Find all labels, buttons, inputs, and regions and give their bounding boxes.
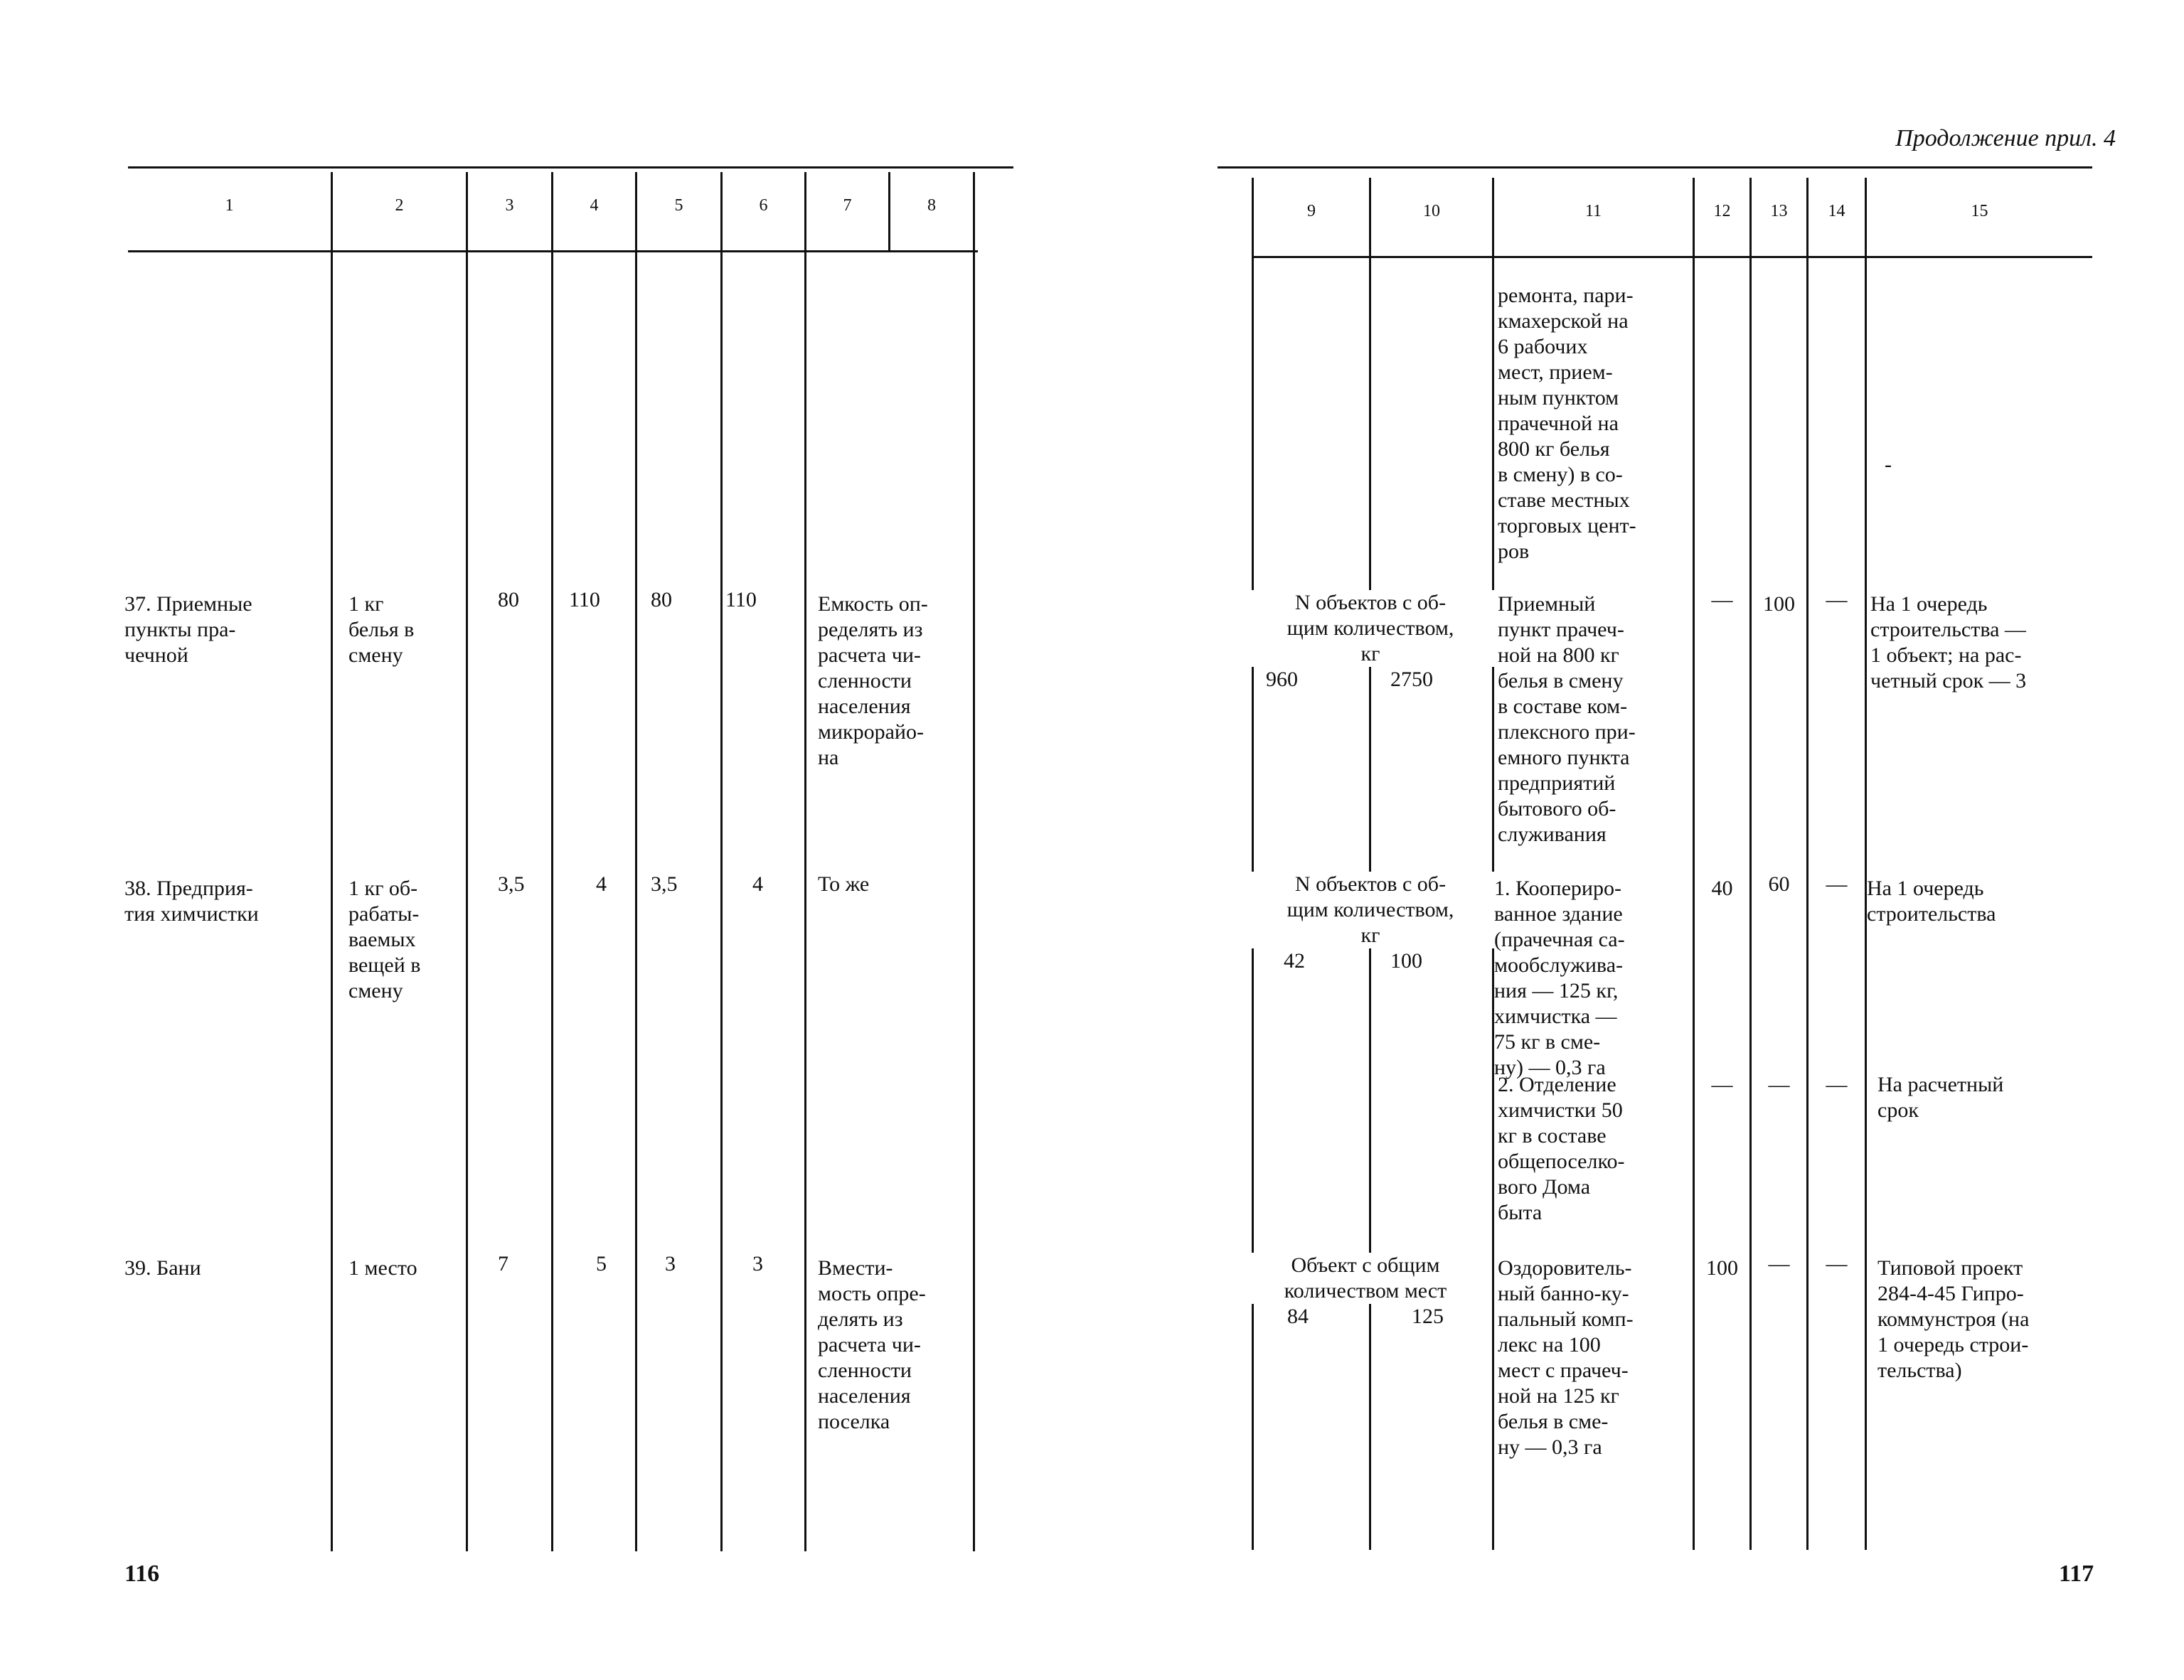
- left-header-col6: 6: [759, 196, 768, 215]
- left-col-divider: [804, 172, 806, 1551]
- row37-name: 37. Приемные пункты пра- чечной: [124, 592, 252, 667]
- right-col-divider: [1252, 178, 1254, 1550]
- row38-c11b: 2. Отделение химчистки 50 кг в составе общепоселко- вого Дома быта: [1498, 1073, 1625, 1224]
- left-header-col8: 8: [927, 196, 936, 215]
- row39-c10: 125: [1412, 1305, 1444, 1328]
- right-header-col9: 9: [1307, 202, 1316, 220]
- row37-c5: 80: [651, 588, 672, 611]
- row38-c11a: 1. Коопериро- ванное здание (прачечная са- мообслужива- ния — 125 кг, химчистка — 75 кг в сме- ну) — 0,3 га: [1494, 877, 1625, 1079]
- continuation-caption: Продолжение прил. 4: [1895, 125, 2116, 151]
- row39-c7: Вмести- мость опре- делять из расчета чи- сленности населения поселка: [818, 1256, 926, 1433]
- page-number-left: 116: [124, 1561, 160, 1587]
- row37-c3: 80: [498, 588, 519, 611]
- row37-c15: На 1 очередь строительства — 1 объект; на рас- четный срок — 3: [1870, 592, 2027, 692]
- row38-c15b: На расчетный срок: [1877, 1073, 2004, 1122]
- row37-c6: 110: [725, 588, 757, 611]
- right-top-rule: [1218, 166, 2092, 168]
- row38-c7: То же: [818, 872, 870, 896]
- left-col-divider: [331, 172, 333, 1551]
- continued-note: -: [1885, 453, 1892, 476]
- row38-unit: 1 кг об- рабаты- ваемых вещей в смену: [348, 877, 421, 1002]
- row38-c13a: 60: [1768, 872, 1790, 896]
- right-col-divider: [1865, 178, 1867, 1550]
- row37-c12: —: [1711, 588, 1733, 611]
- row39-c14: —: [1826, 1252, 1848, 1275]
- row38-c12b: —: [1711, 1073, 1733, 1096]
- row39-c9: 84: [1287, 1305, 1309, 1328]
- row39-c13: —: [1768, 1252, 1790, 1275]
- left-col-divider: [635, 172, 637, 1551]
- left-header-col4: 4: [590, 196, 599, 215]
- right-header-col11: 11: [1584, 202, 1602, 220]
- row38-c13b: —: [1768, 1073, 1790, 1096]
- continued-description: ремонта, пари- кмахерской на 6 рабочих мест, прием- ным пунктом прачечной на 800 кг белья в смену) в со- ставе местных торговых цент- ров: [1498, 284, 1636, 563]
- row37-c10: 2750: [1390, 668, 1433, 691]
- row37-c14: —: [1826, 588, 1848, 611]
- right-col-divider: [1492, 178, 1494, 1550]
- row39-c6: 3: [752, 1252, 763, 1275]
- row38-c15a: На 1 очередь строительства: [1867, 877, 1996, 926]
- right-header-col15: 15: [1971, 202, 1988, 220]
- row38-c9: 42: [1284, 949, 1305, 973]
- row39-c11: Оздоровитель- ный банно-ку- пальный комп- лекс на 100 мест с прачеч- ной на 125 кг белья в сме- ну — 0,3 га: [1498, 1256, 1634, 1459]
- row38-c3: 3,5: [498, 872, 525, 896]
- row37-c11: Приемный пункт прачеч- ной на 800 кг белья в смену в составе ком- плексного при- емного пункта предприятий бытового об- служивания: [1498, 592, 1636, 846]
- page-number-right: 117: [2059, 1561, 2094, 1587]
- row38-c10: 100: [1390, 949, 1422, 973]
- left-header-col2: 2: [395, 196, 404, 215]
- row38-c5: 3,5: [651, 872, 678, 896]
- right-col-divider: [1806, 178, 1809, 1550]
- right-col-divider: [1749, 178, 1752, 1550]
- left-col-divider: [720, 172, 723, 1551]
- left-top-rule: [128, 166, 1013, 168]
- right-header-col12: 12: [1713, 202, 1731, 220]
- left-header-col1: 1: [225, 196, 234, 215]
- row39-c4: 5: [596, 1252, 607, 1275]
- row39-c15: Типовой проект 284-4-45 Гипро- коммунстроя (на 1 очередь строи- тельства): [1877, 1256, 2030, 1382]
- row37-count-label: N объектов с об- щим количеством, кг: [1246, 590, 1495, 667]
- row39-c12: 100: [1706, 1256, 1738, 1280]
- row39-c5: 3: [665, 1252, 676, 1275]
- right-col-divider: [1369, 178, 1371, 1550]
- row38-count-label: N объектов с об- щим количеством, кг: [1246, 872, 1495, 948]
- row39-name: 39. Бани: [124, 1256, 201, 1280]
- left-col-divider: [551, 172, 553, 1551]
- row37-c4: 110: [569, 588, 600, 611]
- row38-c14b: —: [1826, 1073, 1848, 1096]
- row38-c4: 4: [596, 872, 607, 896]
- left-header-col3: 3: [505, 196, 514, 215]
- right-col-divider: [1693, 178, 1695, 1550]
- right-header-rule: [1252, 256, 2092, 258]
- right-header-col10: 10: [1423, 202, 1440, 220]
- row37-c13: 100: [1763, 592, 1795, 616]
- row38-c6: 4: [752, 872, 763, 896]
- row37-unit: 1 кг белья в смену: [348, 592, 415, 667]
- row39-unit: 1 место: [348, 1256, 417, 1280]
- row38-name: 38. Предприя- тия химчистки: [124, 877, 259, 926]
- right-header-col13: 13: [1770, 202, 1788, 220]
- left-header-col7: 7: [843, 196, 852, 215]
- row38-c12a: 40: [1711, 877, 1733, 900]
- left-col-divider: [466, 172, 468, 1551]
- row39-count-label: Объект с общим количеством мест: [1245, 1253, 1486, 1304]
- row37-c9: 960: [1266, 668, 1298, 691]
- row38-c14a: —: [1826, 872, 1848, 896]
- left-header-col5: 5: [674, 196, 683, 215]
- row37-c7: Емкость оп- ределять из расчета чи- сленности населения микрорайо- на: [818, 592, 928, 769]
- right-header-col14: 14: [1828, 202, 1845, 220]
- row39-c3: 7: [498, 1252, 508, 1275]
